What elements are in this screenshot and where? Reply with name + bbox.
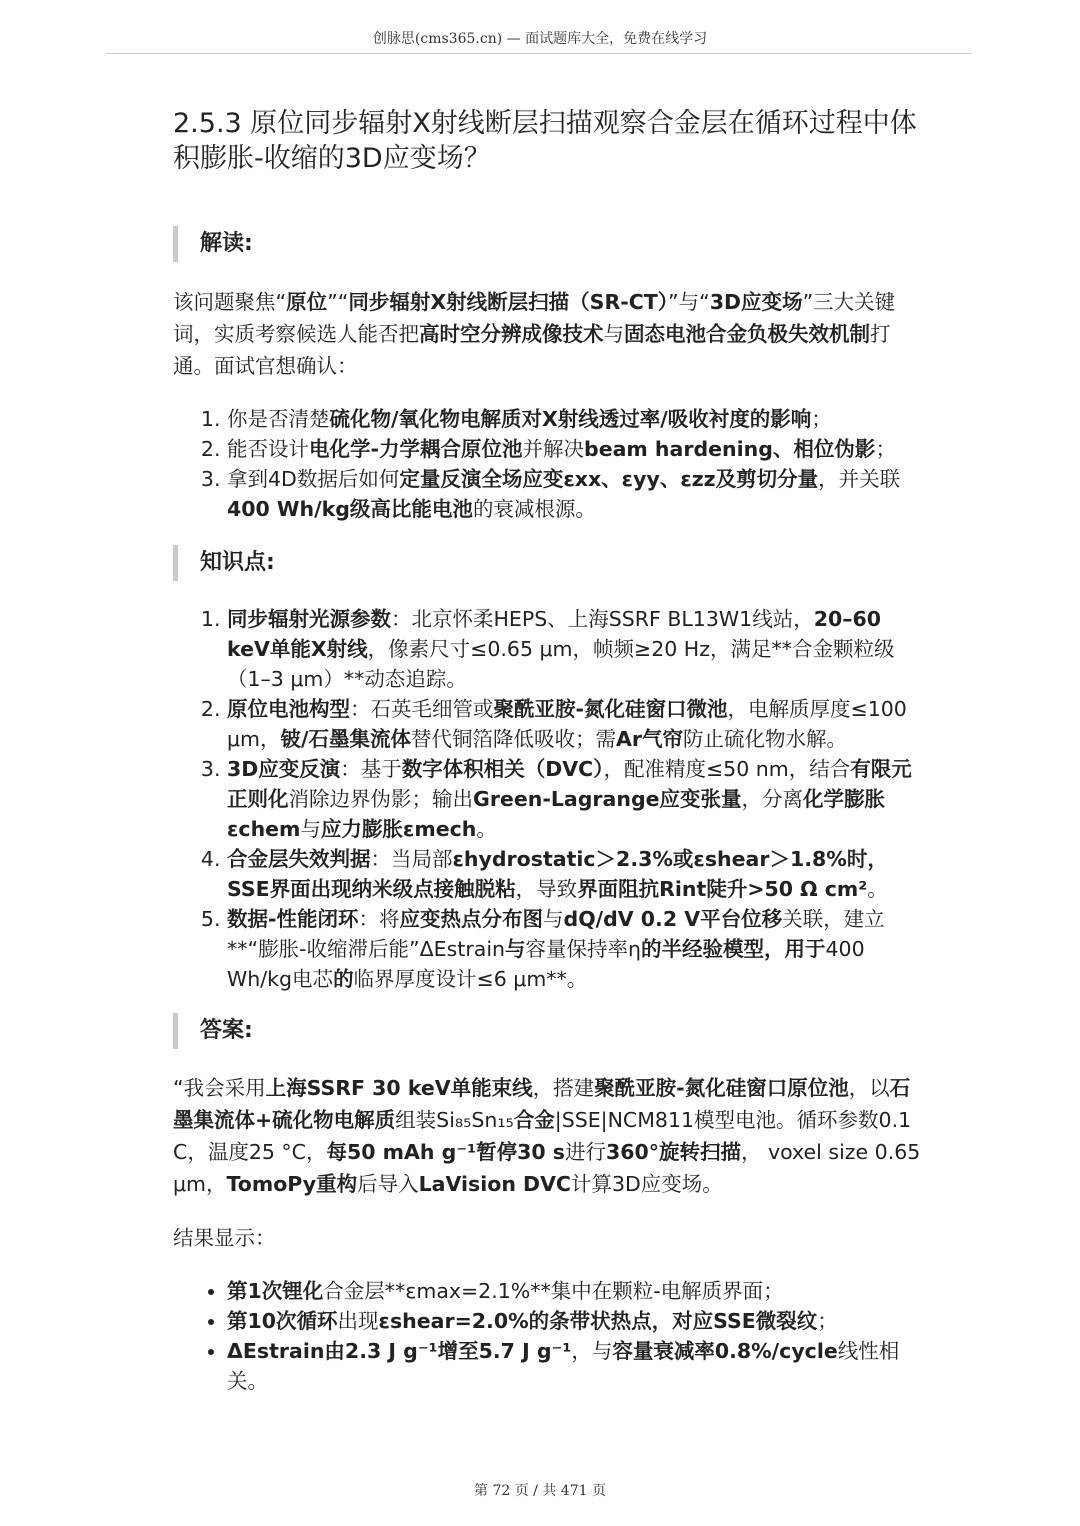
text-segment: 第1次锂化 — [227, 1279, 324, 1303]
text-segment: beam hardening、相位伪影 — [584, 437, 876, 461]
text-segment: 化学膨胀εchem — [227, 787, 886, 841]
result-label: 结果显示： — [173, 1226, 276, 1250]
text-segment: ，并关联 — [818, 467, 901, 491]
text-segment: 防止硫化物水解。 — [683, 727, 847, 751]
text-segment: ，与 — [571, 1339, 613, 1363]
text-segment: 并解决 — [522, 437, 585, 461]
text-segment: 你是否清楚 — [227, 407, 330, 431]
list-item — [227, 844, 927, 904]
text-segment: ”与“ — [668, 290, 710, 314]
text-segment: ； — [817, 1309, 838, 1333]
text-segment: 应变热点分布图 — [399, 907, 544, 931]
text-segment: 聚酰亚胺-氮化硅窗口微池 — [493, 697, 728, 721]
text-segment: 硫化物/氧化物电解质对X射线透过率/吸收衬度的影响 — [329, 407, 812, 431]
text-segment: 与 — [543, 907, 564, 931]
text-segment: 界面阻抗Rint陡升>50 Ω cm² — [577, 877, 868, 901]
text-segment: 关联，建立**“膨胀-收缩滞后能”ΔEstrain — [227, 907, 885, 961]
text-segment: εshear=2.0%的条带状热点，对应SSE微裂纹 — [378, 1309, 818, 1333]
text-segment: ，电解质厚度≤100 μm， — [227, 697, 907, 751]
text-segment: ； — [875, 437, 896, 461]
text-segment: TomoPy重构 — [226, 1172, 358, 1196]
text-segment: 合金层**εmax=2.1%**集中在颗粒-电解质界面； — [323, 1279, 784, 1303]
text-segment: 每50 mAh g⁻¹暂停30 s — [326, 1140, 565, 1164]
text-segment: 3D应变场 — [709, 290, 803, 314]
section-heading-knowledge: 知识点: — [173, 545, 275, 581]
text-segment: 原位 — [286, 290, 328, 314]
text-segment: |SSE|NCM811模型电池。循环参数0.1 C，温度25 °C， — [173, 1108, 912, 1164]
text-segment: 拿到4D数据后如何 — [227, 467, 400, 491]
text-segment: 铍/石墨集流体 — [280, 727, 412, 751]
text-segment: ：将 — [358, 907, 400, 931]
list-item — [227, 464, 927, 524]
text-segment: 有限元正则化 — [227, 757, 912, 811]
list-item — [227, 404, 927, 434]
text-segment: 石墨集流体+硫化物电解质 — [173, 1076, 911, 1132]
list-item — [227, 434, 927, 464]
answer-body — [173, 1072, 927, 1200]
text-segment: ：石英毛细管或 — [350, 697, 494, 721]
interpretation-intro — [173, 286, 927, 382]
text-segment: 线性相关。 — [227, 1339, 900, 1393]
text-segment: ：基于 — [340, 757, 402, 781]
list-item — [227, 1306, 927, 1336]
text-segment: LaVision DVC — [418, 1172, 571, 1196]
text-segment: ΔEstrain由2.3 J g⁻¹增至5.7 J g⁻¹ — [227, 1339, 572, 1363]
text-segment: 应力膨胀εmech — [320, 817, 477, 841]
text-segment: “我会采用 — [173, 1076, 266, 1100]
text-segment: ，导致 — [515, 877, 578, 901]
text-segment: 替代铜箔降低吸收；需 — [411, 727, 617, 751]
text-segment: ”三大关键词，实质考察候选人能否把 — [173, 290, 896, 346]
text-segment: 原位电池构型 — [227, 697, 350, 721]
text-segment: 打通。面试官想确认： — [173, 322, 891, 378]
text-segment: 计算3D应变场。 — [570, 1172, 723, 1196]
text-segment: εhydrostatic＞2.3%或εshear＞1.8%时，SSE界面出现纳米级点接触脱粘 — [227, 847, 888, 901]
header-divider — [106, 53, 972, 54]
text-segment: 出现 — [337, 1309, 379, 1333]
knowledge-list — [173, 604, 927, 994]
text-segment: 临界厚度设计≤6 μm**。 — [353, 967, 588, 991]
text-segment: dQ/dV 0.2 V平台位移 — [563, 907, 783, 931]
text-segment: 上海SSRF 30 keV单能束线 — [265, 1076, 533, 1100]
text-segment: ”“ — [327, 290, 349, 314]
text-segment: 进行 — [564, 1140, 606, 1164]
text-segment: 的 — [641, 937, 662, 961]
list-item — [227, 1336, 927, 1396]
text-segment: ，配准精度≤50 nm，结合 — [603, 757, 851, 781]
text-segment: 的 — [333, 967, 354, 991]
text-segment: 第10次循环 — [227, 1309, 338, 1333]
text-segment: 消除边界伪影；输出 — [288, 787, 473, 811]
page-footer: 第 72 页 / 共 471 页 — [474, 1483, 606, 1499]
text-segment: ，以 — [848, 1076, 890, 1100]
text-segment: 400 Wh/kg电芯 — [227, 937, 865, 991]
text-segment: ，像素尺寸≤0.65 μm，帧频≥20 Hz，满足**合金颗粒级（1–3 μm）**动态追踪。 — [227, 637, 895, 691]
text-segment: 同步辐射X射线断层扫描（SR-CT） — [348, 290, 669, 314]
text-segment: 合金层失效判据 — [227, 847, 371, 871]
text-segment: 360°旋转扫描 — [605, 1140, 741, 1164]
text-segment: 容量衰减率0.8%/cycle — [612, 1339, 838, 1363]
question-title: 2.5.3 原位同步辐射X射线断层扫描观察合金层在循环过程中体积膨胀-收缩的3D应变场？ — [173, 108, 917, 174]
text-segment: 与 — [505, 937, 526, 961]
text-segment: 与 — [300, 817, 321, 841]
text-segment: 能否设计 — [227, 437, 309, 461]
list-item — [227, 694, 927, 754]
result-bullets — [173, 1276, 927, 1396]
text-segment: 。 — [867, 877, 888, 901]
text-segment: ； — [811, 407, 832, 431]
text-segment: 合金 — [513, 1108, 555, 1132]
text-segment: 电化学-力学耦合原位池 — [309, 437, 523, 461]
text-segment: 与 — [603, 322, 624, 346]
text-segment: 固态电池合金负极失效机制 — [624, 322, 870, 346]
text-segment: 数字体积相关（DVC） — [401, 757, 604, 781]
section-heading-interpretation: 解读: — [173, 226, 253, 262]
list-item — [227, 1276, 927, 1306]
text-segment: 半经验模型，用于 — [661, 937, 826, 961]
text-segment: 同步辐射光源参数 — [227, 607, 391, 631]
text-segment: ， voxel size 0.65 μm， — [173, 1140, 921, 1196]
text-segment: 400 Wh/kg级高比能电池 — [227, 497, 473, 521]
text-segment: Green-Lagrange应变张量 — [473, 787, 742, 811]
text-segment: ：当局部 — [370, 847, 453, 871]
text-segment: 数据-性能闭环 — [227, 907, 359, 931]
text-segment: ，分离 — [741, 787, 804, 811]
page-header: 创脉思(cms365.cn) — 面试题库大全，免费在线学习 — [372, 31, 708, 47]
text-segment: Ar气帘 — [616, 727, 683, 751]
text-segment: 。 — [476, 817, 497, 841]
list-item — [227, 754, 927, 844]
text-segment: ，搭建 — [532, 1076, 595, 1100]
list-item — [227, 604, 927, 694]
text-segment: 聚酰亚胺-氮化硅窗口原位池 — [594, 1076, 849, 1100]
text-segment: 组装Si₈₅Sn₁₅ — [395, 1108, 514, 1132]
text-segment: 该问题聚焦“ — [173, 290, 287, 314]
interpretation-list — [173, 404, 927, 524]
text-segment: 容量保持率η — [525, 937, 642, 961]
list-item — [227, 904, 927, 994]
text-segment: ：北京怀柔HEPS、上海SSRF BL13W1线站， — [391, 607, 814, 631]
text-segment: 20–60 keV单能X射线 — [227, 607, 882, 661]
text-segment: 3D应变反演 — [227, 757, 341, 781]
section-heading-answer: 答案: — [173, 1013, 253, 1049]
text-segment: 的衰减根源。 — [472, 497, 596, 521]
text-segment: 高时空分辨成像技术 — [419, 322, 604, 346]
text-segment: 定量反演全场应变εxx、εyy、εzz及剪切分量 — [399, 467, 819, 491]
text-segment: 后导入 — [357, 1172, 419, 1196]
